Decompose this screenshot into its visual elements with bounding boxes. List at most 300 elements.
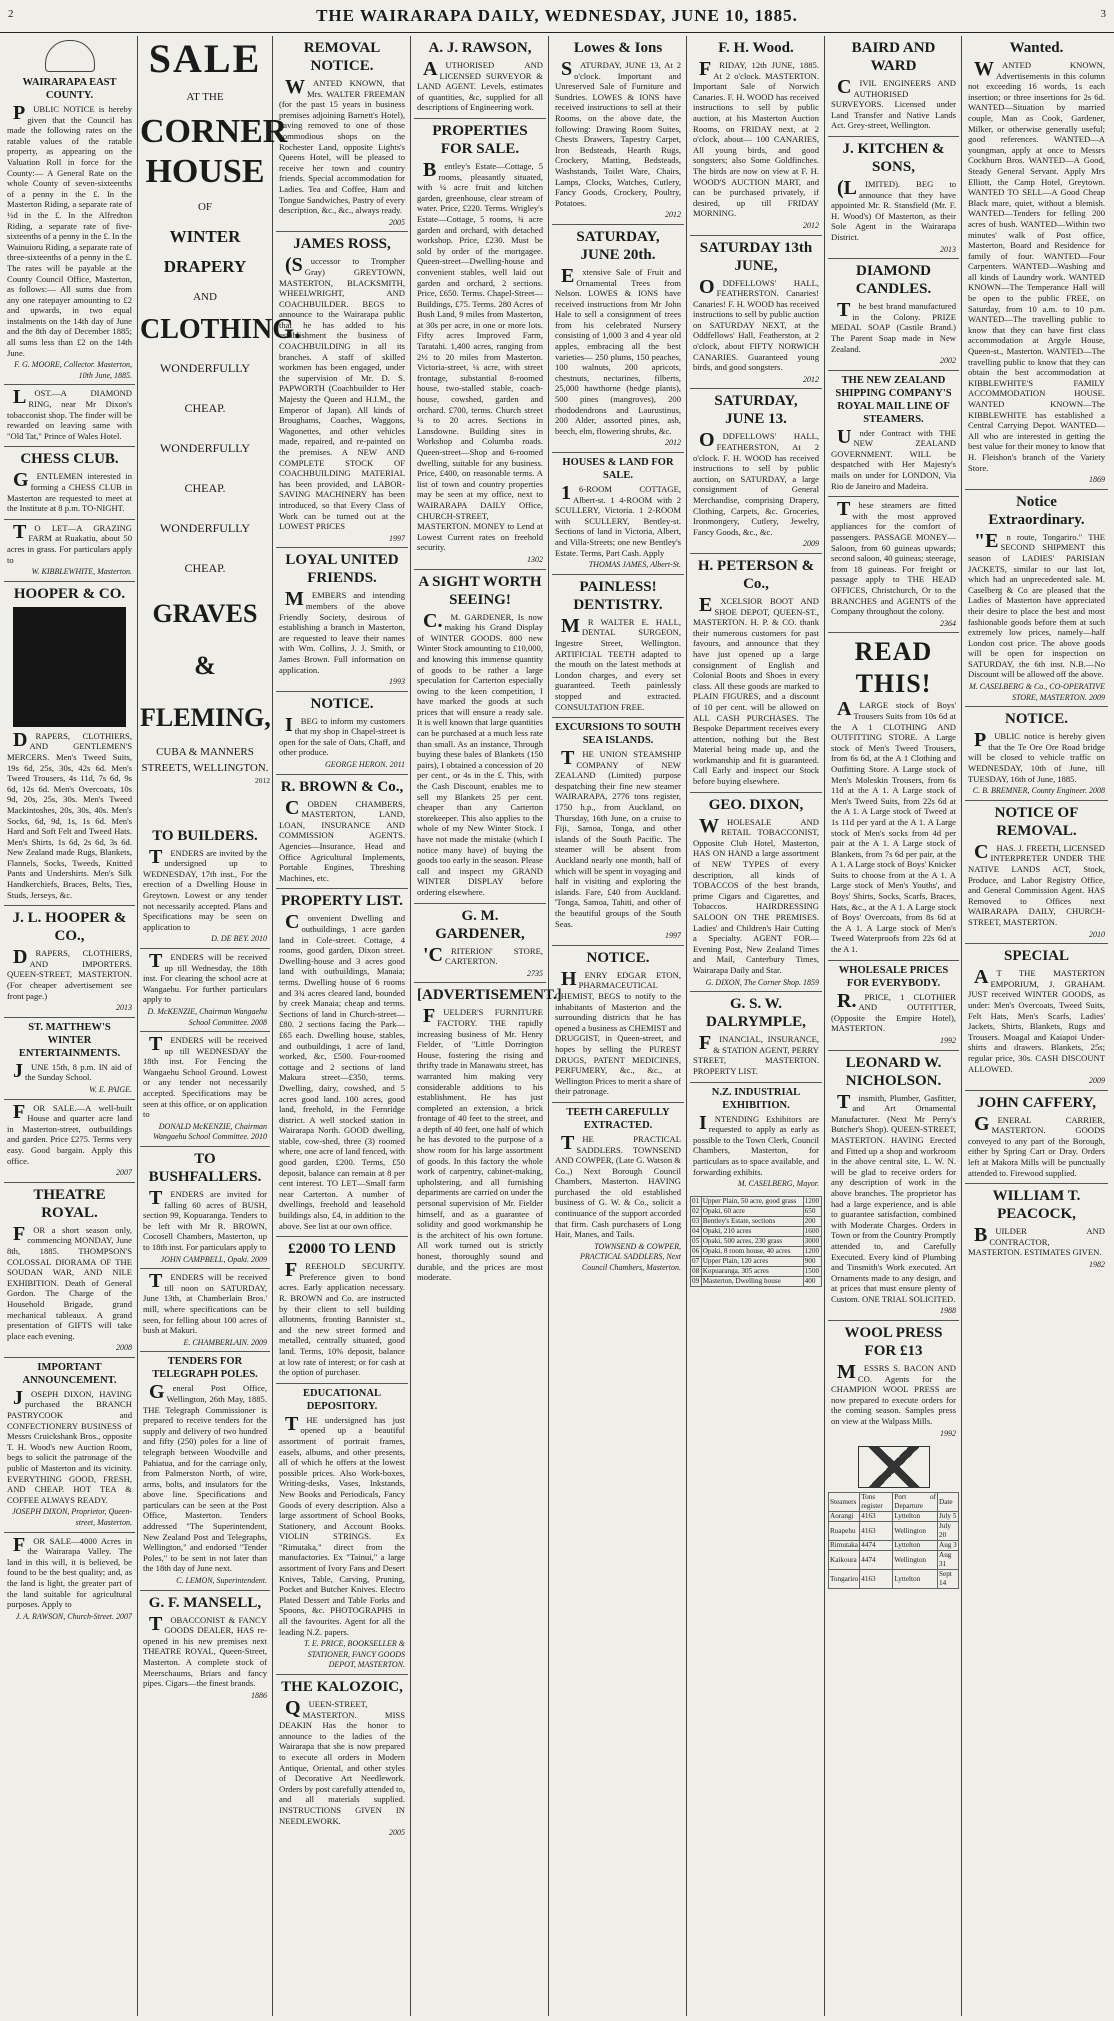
- ad-signature: 1997: [389, 533, 405, 543]
- ad-signature: GEORGE HERON. 2011: [324, 760, 405, 770]
- ad-body: THE PRACTICAL SADDLERS. TOWNSEND AND COWPER, (Late G. Watson & Co.,) Next Borough Council Chambers, Masterton. HAVING purchased the old established business of G. W. & Co., solicit a continuance of the support accorded that firm. Cash purchasers of Long Hair, Manes, and Tails.: [555, 1131, 681, 1240]
- advertisement: [140, 827, 270, 949]
- ad-heading: Wanted.: [1009, 40, 1064, 56]
- table-cell: 4474: [860, 1541, 893, 1551]
- ad-body: FINANCIAL, INSURANCE, & STATION AGENT, PERRY STREET, MASTERTON. PROPERTY LIST.: [693, 1032, 819, 1076]
- ad-signature: W. KIBBLEWHITE, Masterton.: [31, 567, 132, 577]
- table-cell: 07: [691, 1256, 702, 1266]
- advertisement: [828, 964, 959, 1051]
- sale-word: WINTER DRAPERY: [163, 227, 247, 276]
- column-4: [414, 36, 562, 2016]
- ad-signature: 2002: [940, 356, 956, 366]
- ad-heading: READ THIS!: [854, 637, 933, 699]
- ad-body: TENDERS are invited by the undersigned up to WEDNESDAY, 17th inst., For the erection of a Dwelling House in Greytown. Lowest or any tender not necessarily accepted. Plans and Specifications may be seen on application to: [143, 845, 267, 932]
- advertisement: [4, 1100, 135, 1183]
- cheap-line: WONDERFULLY CHEAP.: [159, 521, 251, 575]
- cheap-line: WONDERFULLY CHEAP.: [159, 441, 251, 495]
- ad-signature: DONALD McKENZIE, Chairman Wangaehu School Committee. 2010: [153, 1121, 267, 1142]
- column-6: [690, 36, 822, 2016]
- table-header: Tons register: [860, 1493, 893, 1512]
- advertisement: [276, 1678, 408, 1842]
- advertisement: [4, 1021, 135, 1100]
- ad-body: Extensive Sale of Fruit and Ornamental Trees from Nelson. LOWES & IONS have received instructions from Mr John Hale to sell a consignment of trees from his celebrated Nursery consisting of 1,000 3 and 4 year old apples, embracing all the best varieties— 250 plums, 150 peaches, 100 walnuts, 200 apricots, chestnuts, nectarines, filberts, 25,000 hawthorne (hedge plants), 500 pines (mangroves), 200 rhododendrons and Laurustinus, 200 Alder, assorted pines, ash, beech, elm, flowering shrubs, &c.: [555, 264, 681, 436]
- ad-signature: 2013: [940, 244, 956, 254]
- table-cell: Aug 31: [938, 1551, 959, 1570]
- ad-signature: G. DIXON, The Corner Shop. 1859: [705, 977, 819, 987]
- ad-body: WANTED KNOWN, that Mrs. WALTER FREEMAN (for the past 15 years in business premises adjoining Barnett's Hotel), having removed to one of those commodious shops on the Rochester Land, opposite Lights's Queens Hotel, will be pleased to receive her town and country friends. Special accommodation for Ladies. Tea and Coffee, Ham and Tongue Sandwiches, Pastry of every description, &c., &c., always ready.: [279, 76, 405, 216]
- ad-body: Tinsmith, Plumber, Gasfitter, and Art Ornamental Manufacturer. (Next Mr Perry's Butcher's Shop). QUEEN-STREET, MASTERTON. HAVING Erected and Fitted up a shop and workroom in the above central site, L. W. N. will be glad to receive orders for any description of work in the above branches. The proprietor has had a large experience, and is able to guarantee satisfaction, combined with Moderate Charges. Orders in Town or from the Country Promptly attended to, and Carefully Executed. Every kind of Plumbing and Tinsmith's Work executed. Art Ornaments made to any design, and at prices that must ensure plenty of Custom. ONE TRIAL SOLICITED.: [831, 1090, 956, 1304]
- ad-heading: TEETH CAREFULLY EXTRACTED.: [566, 1106, 670, 1131]
- ad-signature: D. McKENZIE, Chairman Wangaehu School Committee. 2008: [147, 1006, 267, 1027]
- ad-body: ODDFELLOWS' HALL, FEATHERSTON, At 2 o'clock. F. H. WOOD has received instructions to sell by public auction, on SATURDAY, a large consignment of General Merchandise, comprising Drapery, Clothing, Carpets, &c. Groceries, Ironmongery, Cutlery, Jewelry, Fancy Goods, &c., &c.: [693, 429, 819, 537]
- ad-heading: SATURDAY 13th JUNE,: [699, 239, 813, 274]
- ad-heading: WAIRARAPA EAST COUNTY.: [22, 77, 117, 101]
- table-row: [829, 1522, 959, 1541]
- ad-heading: G. F. MANSELL,: [148, 1594, 262, 1611]
- table-row: [829, 1551, 959, 1570]
- table-cell: Wellington: [893, 1551, 938, 1570]
- advertisement: [965, 947, 1108, 1091]
- sale-advert: [140, 36, 302, 787]
- advertisement: [965, 1187, 1108, 1273]
- ad-signature: 2010: [1089, 929, 1105, 939]
- ad-body: COBDEN CHAMBERS, MASTERTON, LAND, LOAN, INSURANCE AND COMMISSION AGENTS. Agencies—Insurance, Head and Office Agricultural Implements, Portable Engines, Threshing Machines, etc.: [279, 796, 405, 883]
- advertisement: [4, 76, 135, 385]
- ad-heading: NOTICE OF REMOVAL.: [994, 804, 1079, 839]
- advertisement: [552, 456, 684, 575]
- ad-signature: M. CASELBERG, Mayor.: [737, 1179, 819, 1189]
- ad-signature: E. CHAMBERLAIN. 2009: [183, 1337, 267, 1347]
- ad-body: TENDERS will be received up till WEDNESDAY the 18th inst. For Fencing the Wangaehu School Ground. Lowest or any tender not necessarily accepted. Specifications may be seen at this office, or on application to: [143, 1033, 267, 1120]
- table-cell: Opaki, 210 acres: [701, 1226, 803, 1236]
- advertisement: [140, 1594, 270, 1705]
- advertisement: [552, 949, 684, 1103]
- ad-body: AUTHORISED AND LICENSED SURVEYOR & LAND AGENT. Levels, estimates of quantities, &c, supplied for all descriptions of Engineering work.: [417, 58, 543, 113]
- ad-body: JUNE 15th, 8 p.m. IN aid of the Sunday School.: [13, 1059, 132, 1083]
- table-cell: Masterton, Dwelling house: [701, 1276, 803, 1286]
- ad-heading: TENDERS FOR TELEGRAPH POLES.: [152, 1356, 258, 1381]
- advertisement: [140, 1150, 270, 1269]
- advertisement: [414, 39, 546, 119]
- table-row: [691, 1206, 822, 1216]
- sailing-table: [828, 1492, 959, 1589]
- ad-body: ODDFELLOWS' HALL, FEATHERSTON. Canaries! Canaries! F. H. WOOD has received instructions to sell by public auction on SATURDAY NEXT, at the Oddfellows' Hall, Featherston, at 2 o'clock, about FIFTY NORWICH CANARIES. Guaranteed young birds, and good songsters.: [693, 275, 819, 373]
- advertisement: [552, 578, 684, 718]
- ad-signature: 2364: [940, 618, 956, 628]
- ad-body: FOR SALE.—A well-built House and quarter acre land in Masterton-street, outbuildings and garden. Price £275. Terms very easy. Good bargain. Apply this office.: [7, 1100, 132, 1166]
- table-cell: 02: [691, 1206, 702, 1216]
- ad-heading: SATURDAY, JUNE 20th.: [576, 228, 660, 263]
- ad-heading: THE NEW ZEALAND SHIPPING COMPANY'S ROYAL MAIL LINE OF STEAMERS.: [835, 374, 952, 425]
- ad-heading: Notice Extraordinary.: [988, 493, 1085, 528]
- advertisement: [965, 493, 1108, 708]
- table-cell: Aug 3: [939, 1541, 957, 1550]
- ad-body: The best brand manufactured in the Colony. PRIZE MEDAL SOAP (Castile Brand.) The Parent Soap made in New Zealand.: [831, 299, 956, 354]
- advertisement: [690, 1086, 822, 1193]
- table-row: [829, 1541, 959, 1551]
- advertisement: [140, 1035, 270, 1147]
- ad-body: GENTLEMEN interested in forming a CHESS CLUB in Masterton are requested to meet at the Institute at 8 p.m. TO-NIGHT.: [7, 469, 132, 514]
- advertisement: [690, 995, 822, 1082]
- ad-heading: THE KALOZOIC,: [281, 1679, 403, 1695]
- sale-word: AT THE: [186, 91, 224, 103]
- table-cell: 650: [803, 1206, 821, 1216]
- ad-heading: £2000 TO LEND: [288, 1241, 396, 1258]
- ad-body: "En route, Tongariro." THE SECOND SHIPMENT this season of LADIES' PARISIAN JACKETS, similar to our last lot, which had an unprecedented sale. M. Caselberg & Co are pleased that the Ladies of Masterton have appreciated their desire to place the best and most fashionable goods before them at such extremely low prices, namely—half London cost price. The above goods will be open for inspection on SATURDAY, the 6th inst. N.B.—No Discount will be allowed off the above.: [968, 529, 1105, 680]
- ad-heading: BAIRD AND WARD: [851, 40, 936, 74]
- column-2: [140, 36, 302, 2016]
- table-cell: 4163: [860, 1512, 893, 1522]
- table-header: Port of Departure: [894, 1493, 936, 1511]
- advertisement: [276, 892, 408, 1237]
- table-cell: Opaki, 500 acres, 230 grass: [701, 1236, 803, 1246]
- newspaper-title: THE WAIRARAPA DAILY, WEDNESDAY, JUNE 10, 1885.: [316, 6, 798, 25]
- ad-signature: 1993: [389, 677, 405, 687]
- advertisement: [828, 39, 959, 137]
- ad-body: Bentley's Estate—Cottage, 5 rooms, pleasantly situated, with ¼ acre fruit and kitchen garden, greenhouse, clear stream of water. Price, £220. Terms. Wrigley's Estate—Cottage, 5 rooms, ¾ acre garden and orchard, with detached workshop. Price, £230. Must be sold by order of the mortgagee. Queen-street—Dwelling-house and convenient stables, well laid out garden and orchard, 2 sections. Price, £650. Terms. Chapel-Street—Buildings, £75. Terms. 280 Acres of Bush Land, 9 miles from Masterton, at 30s per acre, in one or more lots. Fifty acres Improved Farm, Taratahi. 1,400 acres, ranging from 2½ to 20 miles from Masterton. Victoria-street, ¼ acre, with street frontage, substantial 8-roomed house, two-stalled stable, coach-house, cowshed, garden and orchard. £700, terms. Church street ¼ to 20 acres. Sections in Lansdowne. Building sites in Workshop and Columba roads. Queen-street—Shop and 6-roomed dwelling, suitable for any business. Price, £400, on reasonable terms. A list of town and country properties may be seen at my office, next to WAIRARAPA DAILY Office, CHURCH-STREET, MASTERTON. MONEY to Lend at Lowest Current rates on freehold security.: [417, 158, 543, 553]
- table-cell: Kopuaranga, 305 acres: [701, 1266, 803, 1276]
- ad-heading: EDUCATIONAL DEPOSITORY.: [303, 1387, 381, 1412]
- county-crest-icon: [45, 40, 95, 72]
- ad-body: DRAPERS, CLOTHIERS, AND GENTLEMEN'S MERCERS. Men's Tweed Suits, 19s 6d, 25s, 30s, 42s 6d. Men's Tweed Trousers, 4s 11d, 7s 6d, 9s 6d, 12s 6d. Men's Overcoats, 10s 9d, 20s, 25s, 30s. Men's Tweed Mackintoshes, 20s, 30s, 40s. Men's Socks, 6d, 9d, 1s, 1s 6d. Men's Hard and Soft Felt and Tweed Hats. Men's Shirts, 1s 6d, 2s 6d, 3s 6d. New Zealand made Rugs, Blankets, Flannels, Socks, Tweeds, Knitted Pants and Undershirts. Men's Silk Handkerchiefs, Braces, Belts, Ties, Studs, Jerseys, &c.: [7, 728, 132, 900]
- advertisement: [276, 551, 408, 691]
- table-cell: 1200: [803, 1246, 821, 1256]
- advertisement: [828, 140, 959, 259]
- ad-body: MESSRS S. BACON AND CO. Agents for the CHAMPION WOOL PRESS are now prepared to execute orders for the coming season. Samples press on view at the Walpass Mills.: [831, 1361, 956, 1427]
- ad-heading: SATURDAY, JUNE 13.: [714, 393, 798, 428]
- advertisement: [4, 1186, 135, 1358]
- table-cell: Tongariro: [829, 1570, 860, 1589]
- ad-body: FUELDER'S FURNITURE FACTORY. THE rapidly increasing business of Mr. Henry Fielder, of "Little Dorrington House, fostering the rising and thrifty trade in Manawatu street, has warranted him making very considerable additions to his establishment. He has just completed an extension, a brick frontage of 40 feet to the street, and a depth of 40 feet, one half of which he has devoted to the purpose of a show room for his large assortment of goods. In this factory the whole work of carpentry, cabinet-making, upholstering, and all furnishing departments are carried on under the personal supervision of Mr. Fielder himself, and as a guarantee of solidity and good workmanship he is the architect of his own fortune. All work turned out is strictly honest, thoroughly sound and durable, and the prices are most moderate.: [417, 1005, 543, 1283]
- ad-signature: 2009: [1089, 1076, 1105, 1086]
- ad-signature: 2012: [665, 438, 681, 448]
- ad-heading: R. BROWN & Co.,: [280, 778, 404, 795]
- ad-signature: 2012: [665, 210, 681, 220]
- column-1: [4, 36, 135, 2016]
- advertisement: [828, 636, 959, 960]
- shipping-flag-icon: [858, 1446, 930, 1488]
- firm-name: GRAVES & FLEMING,: [140, 599, 271, 732]
- ad-heading: WILLIAM T. PEACOCK,: [992, 1188, 1081, 1223]
- firm-address: CUBA & MANNERS STREETS, WELLINGTON.: [141, 746, 269, 774]
- advertisement: [828, 500, 959, 633]
- ad-heading: ST. MATTHEW'S WINTER ENTERTAINMENTS.: [18, 1021, 121, 1059]
- ad-signature: 2012: [803, 220, 819, 230]
- ad-signature: T. E. PRICE, BOOKSELLER & STATIONER, FANCY GOODS DEPOT, MASTERTON.: [304, 1639, 405, 1670]
- ad-body: FRIDAY, 12th JUNE, 1885. At 2 o'clock. MASTERTON. Important Sale of Norwich Canaries. F. H. WOOD has received instructions to sell by public auction, at his Masterton Auction Rooms, on FRIDAY next, at 2 o'clock, about— 100 CANARIES, All young birds, and good songsters; also Some Goldfinches. The birds are now on view at F. H. WOOD'S AUCTION MART, and can be purchased privately, if desired, up till FRIDAY MORNING.: [693, 58, 819, 219]
- ad-heading: REMOVAL NOTICE.: [303, 40, 381, 74]
- ad-heading: TO BUILDERS.: [152, 827, 258, 844]
- ad-heading: Lowes & Ions: [573, 40, 663, 56]
- advertisement: [828, 1054, 959, 1321]
- ad-heading: G. M. GARDENER,: [435, 907, 525, 942]
- ad-signature: 1982: [1089, 1260, 1105, 1270]
- ad-body: General Post Office, Wellington, 26th May, 1885. THE Telegraph Commissioner is prepared to receive tenders for the supply and delivery of two hundred and fifty (250) poles for a line of telegraph between Woodville and Pahiatua, and for the carriage only, from Palmerston North, of wire, arms, bolts, and insulators for the above line. Specifications and particulars can be seen at the Post Office, Masterton. Tenders addressed "The Superintendent, New Zealand Post and Telegraphs, Wellington," and endorsed "Tender Poles," to be sent in not later than the 18th day of June next.: [143, 1381, 267, 1574]
- column-7: [828, 36, 959, 2016]
- sale-word: HOUSE: [145, 153, 265, 190]
- ad-heading: EXCURSIONS TO SOUTH SEA ISLANDS.: [555, 722, 681, 747]
- ad-heading: G. S. W. DALRYMPLE,: [706, 996, 806, 1031]
- table-cell: 200: [803, 1216, 821, 1226]
- table-cell: Lyttelton: [893, 1570, 938, 1589]
- ad-body: AT THE MASTERTON EMPORIUM, J. GRAHAM. JUST received WINTER GOODS, as under: Men's Overcoats, Tweed Suits, Felt Hats, Men's Scarfs, Ladies' Jackets, Shirts, Blankets, Rugs and Trousers. Moagal and Kaiapoi Under-shirts and drawers. Blankets, 25s; regular price, 30s. CASH DISCOUNT ALLOWED.: [968, 966, 1105, 1074]
- ad-heading: PROPERTY LIST.: [281, 893, 403, 910]
- ad-heading: CHESS CLUB.: [20, 451, 119, 468]
- advertisement: [4, 1361, 135, 1533]
- ad-signature: D. DE BEY. 2010: [211, 934, 267, 944]
- column-5: [552, 36, 684, 2016]
- ad-body: 'CRITERION' STORE, CARTERTON.: [423, 943, 543, 967]
- table-cell: Kaikoura: [829, 1551, 860, 1570]
- ad-signature: J. A. RAWSON, Church-Street. 2007: [15, 1611, 132, 1621]
- advertisement: [965, 804, 1108, 944]
- advertisement: [828, 1324, 959, 1442]
- ad-body: HENRY EDGAR ETON, PHARMACEUTICAL CHEMIST, BEGS to notify to the inhabitants of Masterton and the surrounding districts that he has opened a business as CHEMIST and DRUGGIST, in Queen-street, and hopes by selling the PUREST DRUGS, PATENT MEDICINES, PERFUMERY, &c., &c., at Wellington Prices to merit a share of their patronage.: [555, 967, 681, 1097]
- ad-body: GENERAL CARRIER, MASTERTON. GOODS conveyed to any part of the Borough, either by Spring Cart or Dray. Orders left at Makora Mills will be punctually attended to. Firewood supplied.: [968, 1112, 1105, 1178]
- ad-signature: 2009: [803, 539, 819, 549]
- sale-word: CORNER: [140, 113, 288, 150]
- masthead: [0, 0, 1114, 33]
- advertisement: [140, 949, 270, 1032]
- ad-body: JOSEPH DIXON, HAVING purchased the BRANCH PASTRYCOOK and CONFECTIONERY BUSINESS of Messrs Cruickshank Bros., opposite T. H. Wood's new Auction Room, begs to solicit the patronage of the public of Masterton and its vicinity. EVERYTHING GOOD, FRESH, AND CHEAP. HOT TEA & COFFEE ALWAYS READY.: [7, 1386, 132, 1505]
- ad-heading: J. L. HOOPER & CO.,: [12, 910, 127, 945]
- ad-body: CHAS. J. FREETH, LICENSED INTERPRETER UNDER THE NATIVE LANDS ACT, Stock, Produce, and Labor Registry Office, and General Commission Agent. HAS Removed to Offices next WAIRARAPA DAILY, CHURCH-STREET, MASTERTON.: [968, 840, 1105, 927]
- ad-body: LOST.—A DIAMOND RING, near Mr Dixon's tobacconist shop. The finder will be rewarded on leaving same with "Old Tat," Prince of Wales Hotel.: [7, 386, 132, 441]
- ad-signature: 2005: [389, 1828, 405, 1838]
- ad-body: (LIMITED). BEG to announce that they have appointed Mr. R. Stansfield (Mr. F. H. Wood's) Of Masterton, as their Sole Agent in the Wairarapa District.: [831, 176, 956, 242]
- advertisement: [414, 122, 546, 570]
- table-cell: 4163: [860, 1522, 893, 1541]
- ad-signature: W. E. PAIGE.: [89, 1085, 132, 1094]
- advertisement: [828, 262, 959, 371]
- table-cell: 1600: [803, 1226, 821, 1236]
- table-row: [691, 1216, 822, 1226]
- ad-heading: NOTICE.: [310, 695, 374, 712]
- table-cell: Opaki, 8 room house, 40 acres: [701, 1246, 803, 1256]
- table-cell: Rimutaka: [830, 1541, 858, 1550]
- ad-heading: LEONARD W. NICHOLSON.: [845, 1054, 942, 1089]
- table-row: [829, 1570, 959, 1589]
- ad-heading: JAMES ROSS,: [293, 236, 391, 253]
- sale-word: SALE: [148, 36, 262, 81]
- ad-body: FOR SALE—4000 Acres in the Wairarapa Valley. The land in this will, it is believed, be found to be the best quality; and, as the land is light, the greater part of the land suitable for agricultural purposes. Apply to: [7, 1533, 132, 1610]
- advertisement: [276, 235, 408, 548]
- ad-body: TOBACCONIST & FANCY GOODS DEALER, HAS re-opened in his new premises next THEATRE ROYAL, Queen-Street, Masterton. A complete stock of Meerschaums, Briars and fancy pipes. Cigars—the finest brands.: [143, 1612, 267, 1689]
- ad-body: WHOLESALE AND RETAIL TOBACCONIST, Opposite Club Hotel, Masterton, HAS ON HAND a large assortment of NEW TYPES of every description, all kinds of TOBACCOS of the best brands, prime Cigars and Cigarettes, and Tobaccos. HAIRDRESSING SALOON ON THE PREMISES. Ladies' and Children's Hair Cutting a Specialty. AGENT FOR— Evening Post, New Zealand Times and Mail, Canterbury Times, Wairarapa Daily and Star.: [693, 814, 819, 975]
- ad-number: 2012: [255, 776, 270, 785]
- ad-signature: 1869: [1089, 475, 1105, 485]
- advertisement: [4, 388, 135, 447]
- ad-body: FOR a short season only, commencing MONDAY, June 8th, 1885. THOMPSON'S COLOSSAL DIORAMA OF THE SOUDAN WAR, AND NILE EXHIBITION. Death of General Gordon. The Charge of the Household Brigade, grand mechanical tableaux. A grand presentation of GIFTS will take place each evening.: [7, 1222, 132, 1341]
- ad-body: SATURDAY, JUNE 13, At 2 o'clock. Important and Unreserved Sale of Furniture and Sundries. LOWES & IONS have received instructions to sell at their Rooms, on the above date, the following: Drawing Room Suites, Chests Drawers, Tapestry Carpet, Iron Bedsteads, Hearth Rugs, Crockery, Matting, Bedsteads, Washstands, Toilet Ware, Chairs, Lamps, Clocks, Watches, Cutlery, Fancy Goods, Crockery, Poultry, Potatoes.: [555, 58, 681, 208]
- ad-body: IBEG to inform my customers that my shop in Chapel-street is open for the sale of Oats, Chaff, and other produce.: [279, 713, 405, 758]
- page-number: 3: [1100, 8, 1106, 20]
- ad-body: PUBLIC notice is hereby given that the Te Ore Ore Road bridge will be closed to vehicle traffic on WEDNESDAY, 10th of June, till TUESDAY, 16th of June, 1885.: [968, 729, 1105, 784]
- table-cell: Wellington: [893, 1522, 938, 1541]
- advertisement: [552, 39, 684, 225]
- table-cell: Upper Plain, 50 acre, good grass: [701, 1196, 803, 1206]
- advertisement: [828, 374, 959, 498]
- advertisement: [690, 557, 822, 793]
- ad-body: WANTED KNOWN, Advertisements in this column not exceeding 16 words, 1s each insertion; or three insertions for 2s 6d. WANTED—Situation by married couple, Man as Cook, Gardener, Milker, or otherwise generally useful; good references. WANTED—A youngman, apply at once to Messrs Cockburn Bros. WANTED—A Good, Steady General Servant. Apply Mrs Elliott, the Camp Hotel, Greytown. WANTED TO SELL—A Good Cheap Black mare, quiet, without a blemish. WANTED—Tenders for felling 200 acres of bush. WANTED—Within two minutes' walk of Post office, Masterton, Board and Residence for family of four. WANTED—Four Carpenters. WANTED—Washing and all kinds of Laundry work. WANTED KNOWN—The Temperance Hall will be open to the public FREE, on Saturday, from 10 a.m. to 10 p.m. WANTED—The travelling public to know that they can have first class accommodation at Argyle House, Queen-st., Masterton. WANTED—The travelling public to know that they can obtain the best accommodation at KIBBLEWHITE'S FAMILY ACCOMMODATION HOUSE. WANTED KNOWN—The KIBBLEWHITE has established a Central Carrying Depot. WANTED—All who are interested in getting the best value for their money to know that H. Fleishon's branch of the Variety Store.: [968, 58, 1105, 473]
- ad-heading: NOTICE.: [1005, 711, 1068, 728]
- ad-body: THE UNION STEAMSHIP COMPANY of NEW ZEALAND (Limited) purpose despatching their fine new steamer WAIRARAPA, 2776 tons register, 1750 h.p., from Auckland, on Thursday, 16th June, on a cruise to Fiji, Samoa, Tonga, and other islands of the South Pacific. The steamer will be absent from Auckland nearly one month, half of which will be spent in voyaging and half in visiting and exploring the islands. Fare, £40 from Auckland. 'Tonga, Samoa, Tahiti, and other of the beautiful groups of the South Seas.: [555, 747, 681, 929]
- ad-signature: M. CASELBERG & Co., CO-OPERATIVE STORE, MASTERTON. 2009: [969, 682, 1105, 702]
- table-cell: 04: [691, 1226, 702, 1236]
- advertisement: [4, 520, 135, 582]
- ad-heading: IMPORTANT ANNOUNCEMENT.: [22, 1361, 117, 1386]
- ad-body: MEMBERS and intending members of the above Friendly Society, desirous of establishing a branch in Masterton, are requested to leave their names with Wm. Collins, J. J. Smith, or James Brown. Full information on application.: [279, 588, 405, 675]
- ad-body: QUEEN-STREET, MASTERTON. MISS DEAKIN Has the honor to announce to the ladies of the Wairarapa that she is now prepared to execute all orders in Modern Antique, Oriental, and other styles of Decorative Art Needlework. Orders by post carefully attended to, and all materials supplied. INSTRUCTIONS GIVEN IN NEEDLEWORK.: [279, 1697, 405, 1826]
- table-cell: 06: [691, 1246, 702, 1256]
- table-cell: Opaki, 60 acre: [701, 1206, 803, 1216]
- table-cell: 1500: [803, 1266, 821, 1276]
- advertisement: [690, 796, 822, 993]
- ad-heading: HOUSES & LAND FOR SALE.: [562, 457, 674, 481]
- advertisement: [965, 1094, 1108, 1185]
- sale-word: OF: [197, 201, 213, 213]
- advertisement: [552, 228, 684, 453]
- ad-body: 16-ROOM COTTAGE, Albert-st. 1 4-ROOM with 2 SCULLERY, Victoria. 1 2-ROOM with SCULLERY, Bentley-st. Sections of land in Victoria, Albert, and Villa-Streets; one new Bentley's Estate. Terms, Part Cash. Apply: [555, 482, 681, 558]
- advertisement: [414, 986, 562, 1287]
- advertisement: [690, 392, 822, 554]
- table-header: Steamers: [829, 1493, 860, 1512]
- ad-heading: WOOL PRESS FOR £13: [844, 1325, 943, 1360]
- table-cell: 01: [691, 1196, 702, 1206]
- ad-heading: SPECIAL: [1003, 948, 1070, 965]
- table-row: [691, 1196, 822, 1206]
- advertisement: [965, 710, 1108, 801]
- ad-heading: H. PETERSON & Co.,: [697, 557, 815, 592]
- ad-heading: JOHN CAFFERY,: [977, 1094, 1096, 1111]
- ad-heading: [ADVERTISEMENT.]: [417, 987, 562, 1004]
- ad-signature: 2007: [116, 1168, 132, 1178]
- ad-signature: 2013: [116, 1003, 132, 1013]
- ad-body: Convenient Dwelling and outbuildings, 1 acre garden land in Cole-street. Cottage, 4 rooms, good garden, Dixon street. Dwelling-house and 3 acres good land with outbuildings, Manaia; terms. Dwelling house of 6 rooms and 3¾ acres cleared land, bounded by creek Manaia; cheap and terms. Sections of land in Church-street—£80. 2 sections facing the Park—£65 each. Dwelling house, stables, and outbuildings, 1 acre of land, worked, &c, £500. Four-roomed cottage and 2 sections of land Makura street—£350, terms. Dwelling, dairy, cowshed, and 5 acres good land. 100 acres, good land, freehold, in the Fernridge district. A well stocked station in Wairarapa North. GOOD dwelling, stable, cow-shed, three (3) roomed where, one acre of land fenced, with good garden, £200. Terms, £50 deposit, balance can remain at 8 per cent interest. TO LET—Small farm near Carterton. A number of dwellings, freehold and leasehold buildings also, £4, in addition to the above. See list at our own office.: [279, 911, 405, 1231]
- ad-signature: F. G. MOORE, Collector. Masterton, 10th June, 1885.: [14, 360, 132, 380]
- table-cell: July 5: [938, 1512, 959, 1522]
- table-row: [829, 1512, 959, 1522]
- ad-signature: 1992: [940, 1036, 956, 1045]
- ad-heading: A SIGHT WORTH SEEING!: [418, 573, 542, 608]
- advertisement: [552, 1106, 684, 1277]
- table-cell: 4474: [860, 1551, 893, 1570]
- ad-signature: 1886: [251, 1690, 267, 1700]
- table-cell: Lyttelton: [893, 1512, 938, 1522]
- advertisement: [276, 39, 408, 232]
- table-cell: Aorangi: [829, 1512, 860, 1522]
- hooper-logo-icon: [13, 607, 126, 727]
- ad-body: (Successor to Trompher Gray) GREYTOWN, MASTERTON, BLACKSMITH, WHEELWRIGHT, AND COACHBUILDER. BEGS to announce to the Wairarapa public that he has added to his establishment the business of COACHBUILDING in all its branches. A staff of skilled workmen has been engaged, under the supervision of Mr. D. S. PAPWORTH (Coachbuilder to Her Majesty the Queen and H.I.M., the Emperor of Japan). All kinds of Broughams, Coaches, Waggons, Wagonettes, and other vehicles made, repaired, and re-painted on the premises. A NEW AND COMPLETE STOCK OF COACHBUILDING MATERIAL has been provided, and LABOR-SAVING MACHINERY has been introduced, so that Every Class of Work can be turned out at the LOWEST PRICES: [279, 254, 405, 532]
- ad-body: MR WALTER E. HALL, DENTAL SURGEON, Ingestre Street, Wellington. ARTIFICIAL TEETH adapted to the mouth on the latest methods at London charges, and every set guaranteed. Teeth painlessly stopped and extracted. CONSULTATION FREE.: [555, 614, 681, 712]
- advertisement: [552, 721, 684, 946]
- table-cell: Lyttelton: [893, 1541, 938, 1551]
- table-cell: 08: [691, 1266, 702, 1276]
- ad-signature: JOSEPH DIXON, Proprietor, Queen-street, Masterton.: [12, 1507, 132, 1527]
- table-cell: 900: [803, 1256, 821, 1266]
- ad-body: PUBLIC NOTICE is hereby given that the Council has made the following rates on the ratable values of the ratable property, as appearing on the Valuation Roll in force for the County:— A General Rate on the whole County of seven-sixteenths of a penny in the £. In the Masterton Riding, a separate rate of ½d in the £. In the Alfredton Riding, a separate rate of five-sixteenths of a penny in the £. In the Wainuioru Riding, a separate rate of three-sixteenths of a penny in the £. The rates will be payable at the County Council Office, Masterton, as follows:— All sums due from any one ratepayer amounting to £2 and upwards, in two equal instalments on the 14th day of June and the 8th day of December 1885; all sums less than £2 on the 14th June.: [7, 102, 132, 358]
- table-cell: 1200: [803, 1196, 821, 1206]
- table-row: [691, 1226, 822, 1236]
- ad-signature: 2005: [389, 217, 405, 227]
- advertisement: [276, 695, 408, 775]
- table-cell: Sept 14: [938, 1570, 959, 1589]
- ad-body: TENDERS are invited for falling 60 acres of BUSH, section 99, Kopuaranga. Tenders to be left with Mr R. BROWN, Cocosell Chambers, Masterton, up to 18th inst. For particulars apply to: [143, 1187, 267, 1252]
- ad-body: TENDERS will be received up till Wednesday, the 18th inst. For clearing the school acre at Wangaehu. For further particulars apply to: [143, 949, 267, 1005]
- ad-heading: THEATRE ROYAL.: [33, 1186, 106, 1221]
- ad-heading: PAINLESS! DENTISTRY.: [573, 578, 663, 613]
- ad-body: TO LET—A GRAZING FARM at Ruakatiu, about 50 acres in grass. For particulars apply to: [7, 520, 132, 565]
- cheap-line: WONDERFULLY CHEAP.: [159, 361, 251, 415]
- ad-signature: TOWNSEND & COWPER, PRACTICAL SADDLERS, Next Council Chambers, Masterton.: [580, 1241, 681, 1273]
- ad-body: Under Contract with THE NEW ZEALAND GOVERNMENT. WILL be despatched with Her Majesty's mails on under for LONDON, Via Rio de Janeiro and Madeira.: [831, 425, 956, 491]
- sale-word: AND: [193, 291, 217, 303]
- advertisement: [690, 239, 822, 390]
- property-list-table: [690, 1196, 822, 1287]
- table-cell: 09: [691, 1276, 702, 1286]
- table-cell: 3000: [803, 1236, 821, 1246]
- table-cell: Ruapehu: [829, 1522, 860, 1541]
- ad-heading: A. J. RAWSON,: [428, 40, 532, 56]
- table-cell: 03: [691, 1216, 702, 1226]
- ad-heading: NOTICE.: [586, 949, 650, 966]
- table-cell: Upper Plain, 120 acres: [701, 1256, 803, 1266]
- ad-heading: GEO. DIXON,: [708, 796, 804, 813]
- ad-signature: 2008: [116, 1343, 132, 1353]
- ad-signature: 1302: [527, 554, 543, 564]
- table-header: Date: [938, 1493, 959, 1512]
- ad-body: INTENDING Exhibitors are requested to apply as early as possible to the Town Clerk, Council Chambers, Masterton, for particulars as to space available, and forwarding exhibits.: [693, 1111, 819, 1177]
- table-row: [691, 1266, 822, 1276]
- ad-body: FREEHOLD SECURITY. Preference given to bond acres. Early application necessary. R. BROWN and Co. are instructed by their client to sell building allotments, fronting Bannister st., and the new street formed and metalled, centrally situated, good land. Terms, 10% deposit, balance at low rate of interest; or for cash at the option of purchaser.: [279, 1259, 405, 1378]
- ad-heading: DIAMOND CANDLES.: [855, 263, 932, 298]
- ad-body: THE undersigned has just opened up a beautiful assortment of portrait frames, easels, albums, and other presents, all of which he offers at the lowest possible prices. Also Work-boxes, Writing-desks, Vases, Inkstands, New Books and Periodicals, Fancy Goods of every description. Also a large assortment of School Books, Stationery, and Account Books. VIOLIN STRINGS. Ex "Rimutaka," direct from the manufactories. Ex "Tainui," a large assortment of Ivory Fans and Desert Knives, Table, Carving, Pruning, Pocket and Butcher Knives. Electro Plated Dessert and Table Forks and Spoons, &c. PHOTOGRAPHS in all the favourites. Agent for all the leading N.Z. papers.: [279, 1412, 405, 1637]
- advertisement: [140, 1272, 270, 1352]
- ad-signature: 1997: [665, 931, 681, 941]
- advertisement: [276, 1387, 408, 1675]
- ad-body: C.M. GARDENER, Is now making his Grand Display of WINTER GOODS. 800 new Winter Stock amounting to £10,000, and knowing this immense quantity of goods to be rather a large speculation for Carterton especially owing to the keen competition, I have marked the goods at such prices that will ensure a ready sale. It is well known that large quantities can be purchased at a much less rate than small. As an instance, Through buying these bales of Blankets (150 pairs), I obtained a concession of 20 per cent., or 4s in the £. This, with the Cash Discount, enables me to sell my Blankets 25 per cent. cheaper than any Carterton storekeeper. This also applies to the whole of my New Winter Stock. I have not made the mistake (which I notice many have) of buying the goods too early in the season. Please call and inspect my GRAND WINTER DISPLAY before ordering elsewhere.: [417, 609, 543, 897]
- ad-body: BUILDER AND CONTRACTOR, MASTERTON. ESTIMATES GIVEN.: [968, 1224, 1105, 1258]
- advertisement: [4, 450, 135, 519]
- ad-signature: JOHN CAMPBELL, Opaki. 2009: [160, 1254, 267, 1264]
- page-number: 2: [8, 8, 14, 20]
- ad-heading: TO BUSHFALLERS.: [148, 1151, 262, 1186]
- sale-word: CLOTHING.: [140, 314, 302, 345]
- ad-body: EXCELSIOR BOOT AND SHOE DEPOT, QUEEN-ST., MASTERTON. H. P. & CO. thank their numerous customers for past favours, and announce that they have just opened up a large consignment of English and Colonial Boots and Shoes in every class. All these goods are marked to PLAIN FIGURES, and a discount of 10 per cent. will be allowed on ALL CASH PURCHASES. The Bespoke Department receives every attention, nothing but the Best Material being made up, and the workmanship and fit is guaranteed. Call Early and inspect our Stock before buying elsewhere.: [693, 593, 819, 787]
- ad-heading: HOOPER & CO.: [13, 585, 126, 602]
- ad-body: These steamers are fitted with the most approved appliances for the comfort of passengers. PASSAGE MONEY—Saloon, from 60 guineas upwards; second saloon, 40 guineas; steerage, from 18 guineas. For freight or passage apply to THE HEAD OFFICES, Christchurch, Or to the BRANCHES and AGENTS of the Company throughout the colony.: [831, 498, 956, 617]
- table-row: [691, 1256, 822, 1266]
- ad-signature: 2012: [803, 374, 819, 384]
- advertisement: [140, 1355, 270, 1590]
- advertisement: [4, 909, 135, 1018]
- ad-heading: J. KITCHEN & SONS,: [842, 140, 945, 175]
- advertisement: [690, 39, 822, 236]
- column-3: [276, 36, 408, 2016]
- ad-body: TENDERS will be received till noon on SATURDAY, June 13th, at Chamberlain Bros.' mill, where specifications can be seen, for felling about 100 acres of bush at Makuri.: [143, 1270, 267, 1336]
- table-cell: Bentley's Estate, sections: [701, 1216, 803, 1226]
- advertisement: [965, 39, 1108, 490]
- table-row: [691, 1236, 822, 1246]
- advertisement: [276, 778, 408, 890]
- column-8: [965, 36, 1108, 2016]
- table-cell: 05: [691, 1236, 702, 1246]
- ad-body: DRAPERS, CLOTHIERS, AND IMPORTERS. QUEEN-STREET, MASTERTON. (For cheaper advertisement see front page.): [7, 946, 132, 1001]
- ad-signature: C. LEMON, Superintendent.: [176, 1576, 267, 1586]
- ad-body: CIVIL ENGINEERS AND AUTHORISED SURVEYORS. Licensed under Land Transfer and Native Lands Act. Grey-street, Wellington.: [831, 76, 956, 131]
- ad-body: R.PRICE, 1 CLOTHIER AND OUTFITTER, (Opposite the Empire Hotel), MASTERTON.: [831, 989, 956, 1034]
- ad-heading: PROPERTIES FOR SALE.: [432, 122, 528, 157]
